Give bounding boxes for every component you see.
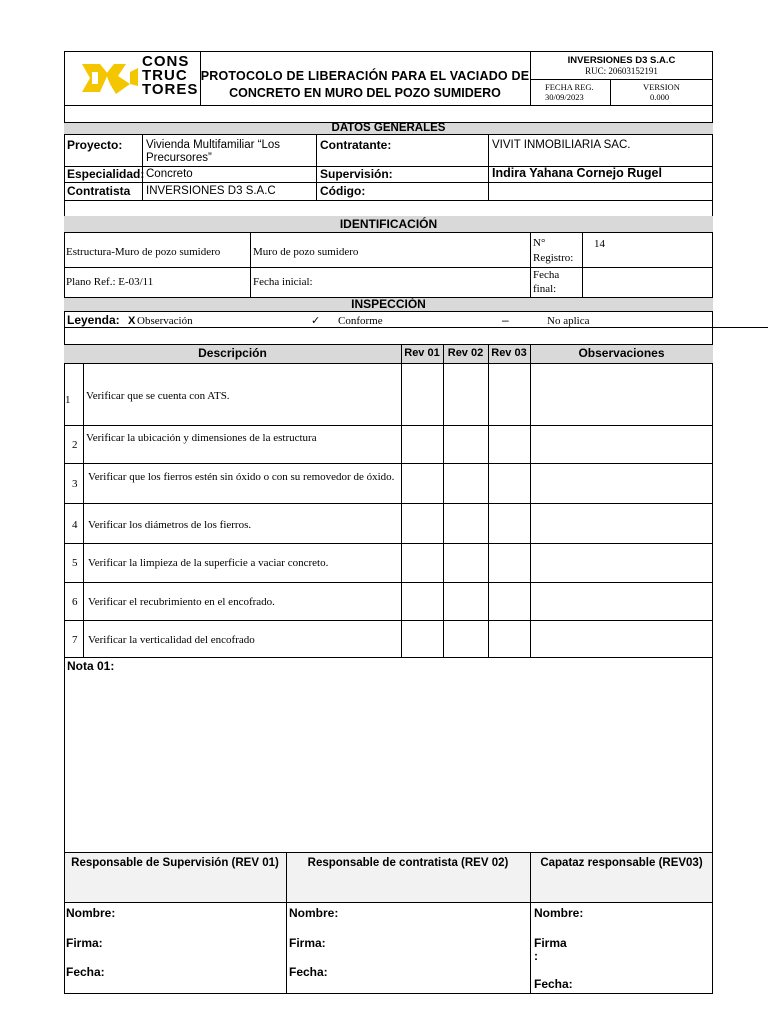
line	[488, 344, 489, 657]
firma-col3-nombre: Nombre:	[534, 906, 584, 920]
firma-col1-nombre: Nombre:	[66, 906, 116, 920]
estructura-text: Estructura-Muro de pozo sumidero	[66, 246, 221, 258]
especialidad-label: Especialidad:	[67, 167, 145, 181]
row-7-num: 7	[72, 634, 78, 646]
logo-text-tores: TORES	[142, 81, 199, 98]
row-7-text: Verificar la verticalidad del encofrado	[88, 634, 255, 646]
main-bottom-border	[64, 993, 713, 994]
row-3-num: 3	[72, 478, 78, 490]
header-divider-3	[530, 79, 713, 80]
firma-col1-fecha: Fecha:	[66, 965, 105, 979]
especialidad-value: Concreto	[146, 168, 193, 180]
row-5-num: 5	[72, 557, 78, 569]
header-company: INVERSIONES D3 S.A.C	[567, 55, 676, 66]
firma-col3-fecha: Fecha:	[534, 977, 573, 991]
identificacion-section-title: IDENTIFICACIÓN	[339, 217, 438, 231]
dash-mark-text: No aplica	[547, 315, 590, 327]
contratista-value: INVERSIONES D3 S.A.C	[146, 185, 276, 197]
row-5-text: Verificar la limpieza de la superficie a vaciar concreto.	[88, 557, 329, 569]
firma-col1-firma: Firma:	[66, 936, 103, 950]
supervision-label: Supervisión:	[320, 167, 393, 181]
firma-col2-firma: Firma:	[289, 936, 326, 950]
row-1-text: Verificar que se cuenta con ATS.	[86, 390, 230, 402]
proyecto-label: Proyecto:	[67, 138, 123, 152]
x-mark-text: Observación	[137, 315, 193, 327]
firma-col1-title: Responsable de Supervisión (REV 01)	[71, 857, 279, 869]
codigo-label: Código:	[320, 184, 366, 198]
company-logo	[78, 54, 198, 102]
firma-col2-nombre: Nombre:	[289, 906, 339, 920]
contratista-label: Contratista	[67, 184, 131, 198]
col-rev2: Rev 02	[447, 347, 484, 359]
line	[64, 363, 713, 364]
line	[582, 232, 583, 297]
row-6-text: Verificar el recubrimiento en el encofrado.	[88, 596, 275, 608]
header-version-value: 0.000	[650, 92, 670, 102]
plano-text: Plano Ref.: E-03/11	[66, 276, 154, 288]
leyenda-label: Leyenda:	[67, 313, 120, 327]
fecha-inicial-text: Fecha inicial:	[253, 276, 313, 288]
header-ruc: RUC: 20603152191	[585, 66, 658, 76]
proyecto-value-2: Precursores”	[146, 152, 212, 164]
firma-col3-firma-colon: :	[534, 949, 538, 963]
line	[64, 620, 713, 621]
line	[64, 503, 713, 504]
line	[64, 425, 713, 426]
line	[64, 232, 713, 233]
line	[64, 902, 713, 903]
logo-text-cons: CONS	[142, 53, 190, 70]
row-1-num: 1	[65, 394, 71, 406]
check-mark-text: Conforme	[338, 315, 383, 327]
supervision-value: Indira Yahana Cornejo Rugel	[492, 166, 662, 180]
header-fecha-value: 30/09/2023	[545, 92, 584, 102]
line	[443, 344, 444, 657]
line	[530, 232, 531, 297]
header-fecha-label: FECHA REG.	[545, 82, 594, 92]
row-3-text: Verificar que los fierros estén sin óxido o con su removedor de óxido.	[88, 471, 395, 483]
registro-label-2: Registro:	[533, 252, 574, 264]
proyecto-value-1: Vivienda Multifamiliar “Los	[146, 139, 281, 151]
fecha-final-label-2: final:	[533, 283, 557, 295]
document-title-line1: PROTOCOLO DE LIBERACIÓN PARA EL VACIADO DE	[200, 69, 530, 83]
line	[64, 267, 713, 268]
line	[401, 344, 402, 657]
col-observaciones: Observaciones	[578, 346, 665, 360]
line	[64, 182, 713, 183]
line	[83, 363, 84, 657]
line	[64, 543, 713, 544]
line	[64, 582, 713, 583]
line	[530, 852, 531, 993]
logo-text-truc: TRUC	[142, 67, 188, 84]
line	[488, 134, 489, 200]
firma-col3-firma: Firma	[534, 936, 567, 950]
row-2-text: Verificar la ubicación y dimensiones de la estructura	[86, 432, 317, 444]
x-mark-icon: X	[128, 315, 136, 327]
line	[530, 344, 531, 657]
line	[64, 200, 713, 201]
registro-value: 14	[594, 238, 605, 250]
line	[316, 134, 317, 200]
line	[64, 134, 713, 135]
row-4-num: 4	[72, 519, 78, 531]
line	[64, 463, 713, 464]
document-title-line2: CONCRETO EN MURO DEL POZO SUMIDERO	[229, 86, 501, 100]
col-rev3: Rev 03	[491, 347, 527, 359]
firma-col3-title: Capataz responsable (REV03)	[540, 857, 703, 869]
muro-text: Muro de pozo sumidero	[253, 246, 359, 258]
nota-label: Nota 01:	[67, 659, 115, 673]
row-4-text: Verificar los diámetros de los fierros.	[88, 519, 252, 531]
row-6-num: 6	[72, 596, 78, 608]
inspeccion-section-title: INSPECCIÓN	[351, 297, 426, 311]
col-descripcion: Descripción	[198, 346, 267, 360]
fecha-final-label-1: Fecha	[533, 269, 560, 281]
row-2-num: 2	[72, 439, 78, 451]
firma-col2-title: Responsable de contratista (REV 02)	[307, 857, 509, 869]
header-divider-4	[610, 79, 611, 106]
contratante-label: Contratante:	[320, 138, 392, 152]
col-rev1: Rev 01	[404, 347, 440, 359]
header-version-label: VERSION	[643, 82, 680, 92]
line	[64, 311, 713, 312]
contratante-value: VIVIT INMOBILIARIA SAC.	[492, 139, 631, 151]
datos-section-title: DATOS GENERALES	[331, 122, 446, 134]
dash-mark-icon: –	[502, 313, 509, 327]
check-mark-icon: ✓	[311, 315, 321, 327]
line	[286, 852, 287, 993]
registro-label-1: N°	[533, 237, 546, 249]
line	[64, 657, 713, 658]
line	[250, 232, 251, 297]
firma-col2-fecha: Fecha:	[289, 965, 328, 979]
